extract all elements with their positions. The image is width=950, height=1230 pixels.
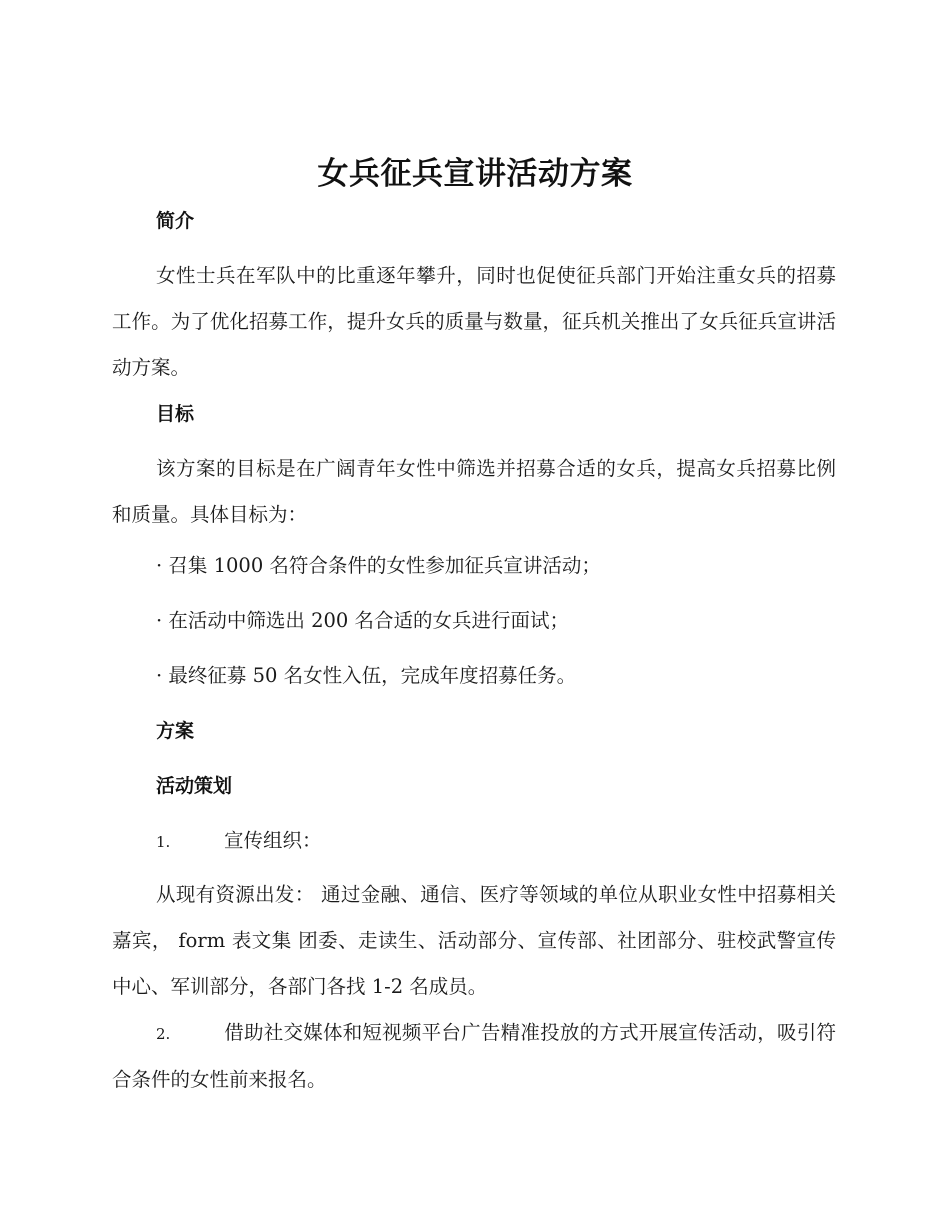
heading-goal: 目标: [156, 403, 195, 425]
heading-intro: 简介: [156, 210, 195, 232]
plan-item-1: [156, 826, 322, 857]
heading-plan: 方案: [156, 720, 195, 742]
subheading-activity-planning: 活动策划: [156, 775, 233, 797]
goal-paragraph: 该方案的目标是在广阔青年女性中筛选并招募合适的女兵，提高女兵招募比例和质量。具体目标为：: [112, 457, 836, 526]
goal-bullet-3: · 最终征募 50 名女性入伍，完成年度招募任务。: [156, 664, 577, 687]
goal-bullet-1: · 召集 1000 名符合条件的女性参加征兵宣讲活动；: [156, 554, 601, 577]
document-title: 女兵征兵宣讲活动方案: [317, 156, 633, 192]
intro-paragraph: 女性士兵在军队中的比重逐年攀升，同时也促使征兵部门开始注重女兵的招募工作。为了优化招募工作，提升女兵的质量与数量，征兵机关推出了女兵征兵宣讲活动方案。: [112, 264, 836, 379]
plan-item-2-text: 借助社交媒体和短视频平台广告精准投放的方式开展宣传活动，吸引符合条件的女性前来报名。: [112, 1021, 836, 1091]
plan-item-1-number: 1.: [156, 833, 171, 851]
plan-item-2: [112, 1010, 836, 1103]
plan-item-2-number: 2.: [156, 1025, 171, 1043]
plan-item-1-paragraph: 从现有资源出发： 通过金融、通信、医疗等领域的单位从职业女性中招募相关嘉宾， form 表文集 团委、走读生、活动部分、宣传部、社团部分、驻校武警宣传中心、军训部分，各部门各找 1-2 名成员。: [112, 883, 836, 998]
plan-item-1-label: 宣传组织：: [224, 829, 322, 852]
goal-bullet-2: · 在活动中筛选出 200 名合适的女兵进行面试；: [156, 609, 570, 632]
